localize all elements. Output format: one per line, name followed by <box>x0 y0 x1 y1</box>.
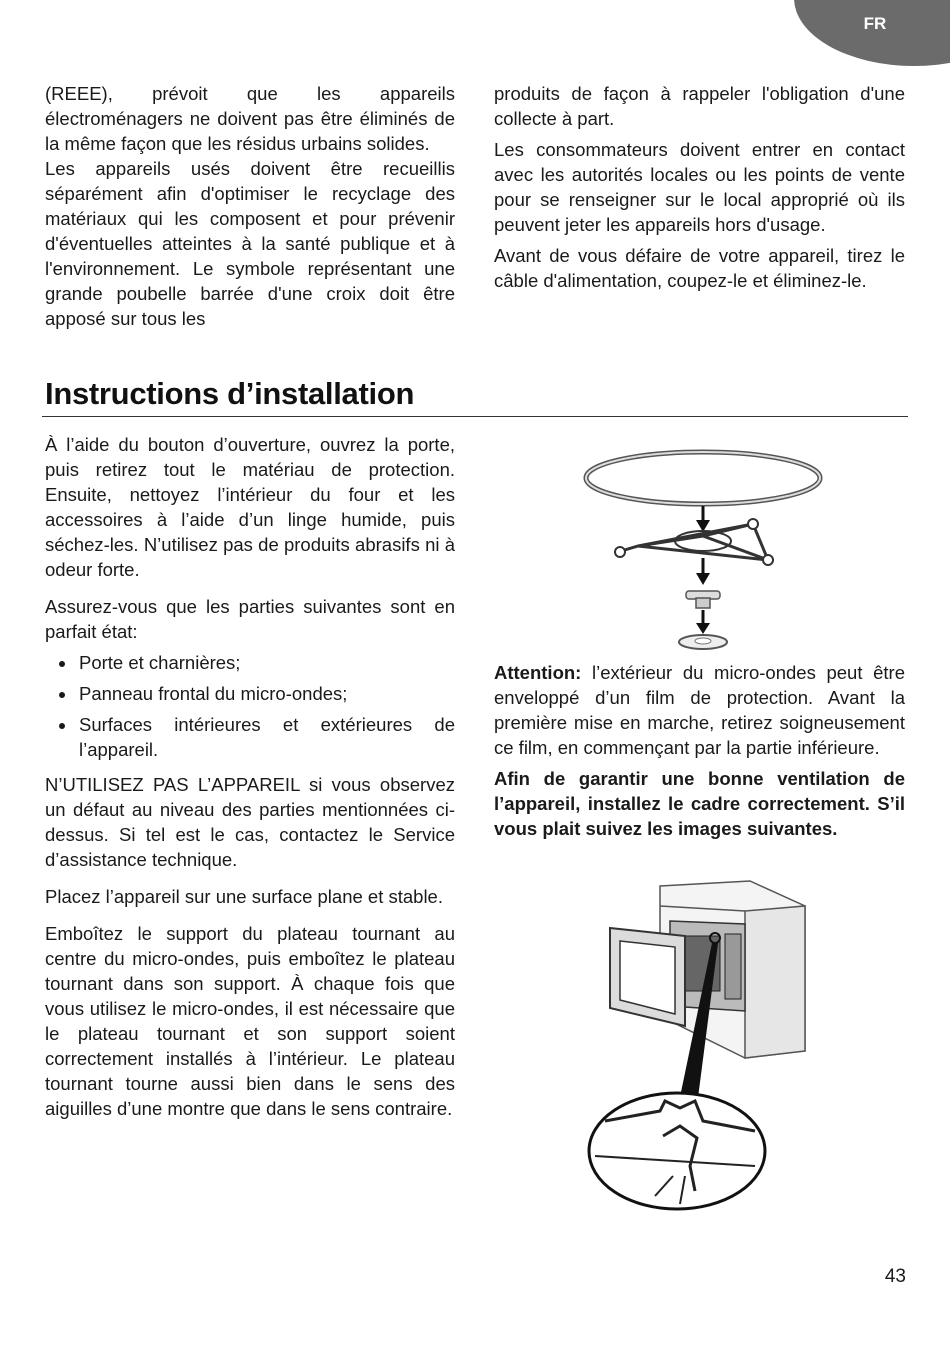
attention-paragraph <box>494 660 905 760</box>
parts-list <box>45 650 455 762</box>
list-item: • Surfaces intérieures et extérieures de l’appareil. <box>77 712 455 762</box>
page-number: 43 <box>884 1266 906 1287</box>
top-left-column <box>45 81 455 343</box>
weee-paragraph-5: Avant de vous défaire de votre appareil, tirez le câble d'alimentation, coupez-le et éliminez-le. <box>494 245 905 291</box>
install-paragraph-5: Emboîtez le support du plateau tournant au centre du micro-ondes, puis emboîtez le plateau tournant dans son support. À chaque fois que vous utilisez le micro-ondes, il est nécessaire que le plateau tournant et son support soient correctement installés à l’intérieur. Le plateau tournant tourne aussi bien dans le sens des aiguilles d’une montre que dans le sens contraire. <box>45 923 455 1119</box>
section-title: Instructions d’installation <box>45 376 415 411</box>
list-item: • Panneau frontal du micro-ondes; <box>77 681 455 706</box>
section-divider <box>42 416 908 417</box>
ventilation-note: Afin de garantir une bonne ventilation de l’appareil, installez le cadre correctement. S’il vous plait suivez les images suivantes. <box>494 768 905 839</box>
install-paragraph-4: Placez l’appareil sur une surface plane et stable. <box>45 886 443 907</box>
installation-left-column <box>45 432 455 1133</box>
language-label: FR <box>863 14 887 33</box>
attention-label: Attention: <box>494 662 582 683</box>
attention-text: l’extérieur du micro-ondes peut être enveloppé d’un film de protection. Avant la première mise en marche, retirez soigneusement ce film, en commençant par la partie inférieure. <box>494 662 905 758</box>
turntable-assembly-illustration <box>578 440 828 655</box>
install-paragraph-3: N’UTILISEZ PAS L’APPAREIL si vous observez un défaut au niveau des parties mentionnées ci-dessus. Si tel est le cas, contactez le Service d’assistance technique. <box>45 774 455 870</box>
weee-paragraph-4: Les consommateurs doivent entrer en contact avec les autorités locales ou les points de vente pour se renseigner sur le local approprié où ils peuvent jeter les appareils hors d'usage. <box>494 139 905 235</box>
install-paragraph-2: Assurez-vous que les parties suivantes sont en parfait état: <box>45 596 455 642</box>
frame-installation-illustration <box>585 876 815 1216</box>
weee-paragraph-2: Les appareils usés doivent être recueillis séparément afin d'optimiser le recyclage des matériaux qui les composent et pour prévenir d'éventuelles atteintes à la santé publique et à l'environnement. Le symbole représentant une grande poubelle barrée d'une croix doit être apposé sur tous les <box>45 158 455 329</box>
install-paragraph-1: À l’aide du bouton d’ouverture, ouvrez la porte, puis retirez tout le matériau de protection. Ensuite, nettoyez l’intérieur du four et les accessoires à l’aide d’un linge humide, puis séchez-les. N’utilisez pas de produits abrasifs ni à odeur forte. <box>45 434 455 580</box>
weee-paragraph-3: produits de façon à rappeler l'obligation d'une collecte à part. <box>494 83 905 129</box>
weee-paragraph-1: (REEE), prévoit que les appareils électroménagers ne doivent pas être éliminés de la même façon que les résidus urbains solides. <box>45 83 455 154</box>
installation-right-column <box>494 660 905 847</box>
list-item: • Porte et charnières; <box>77 650 455 675</box>
top-right-column <box>494 81 905 305</box>
